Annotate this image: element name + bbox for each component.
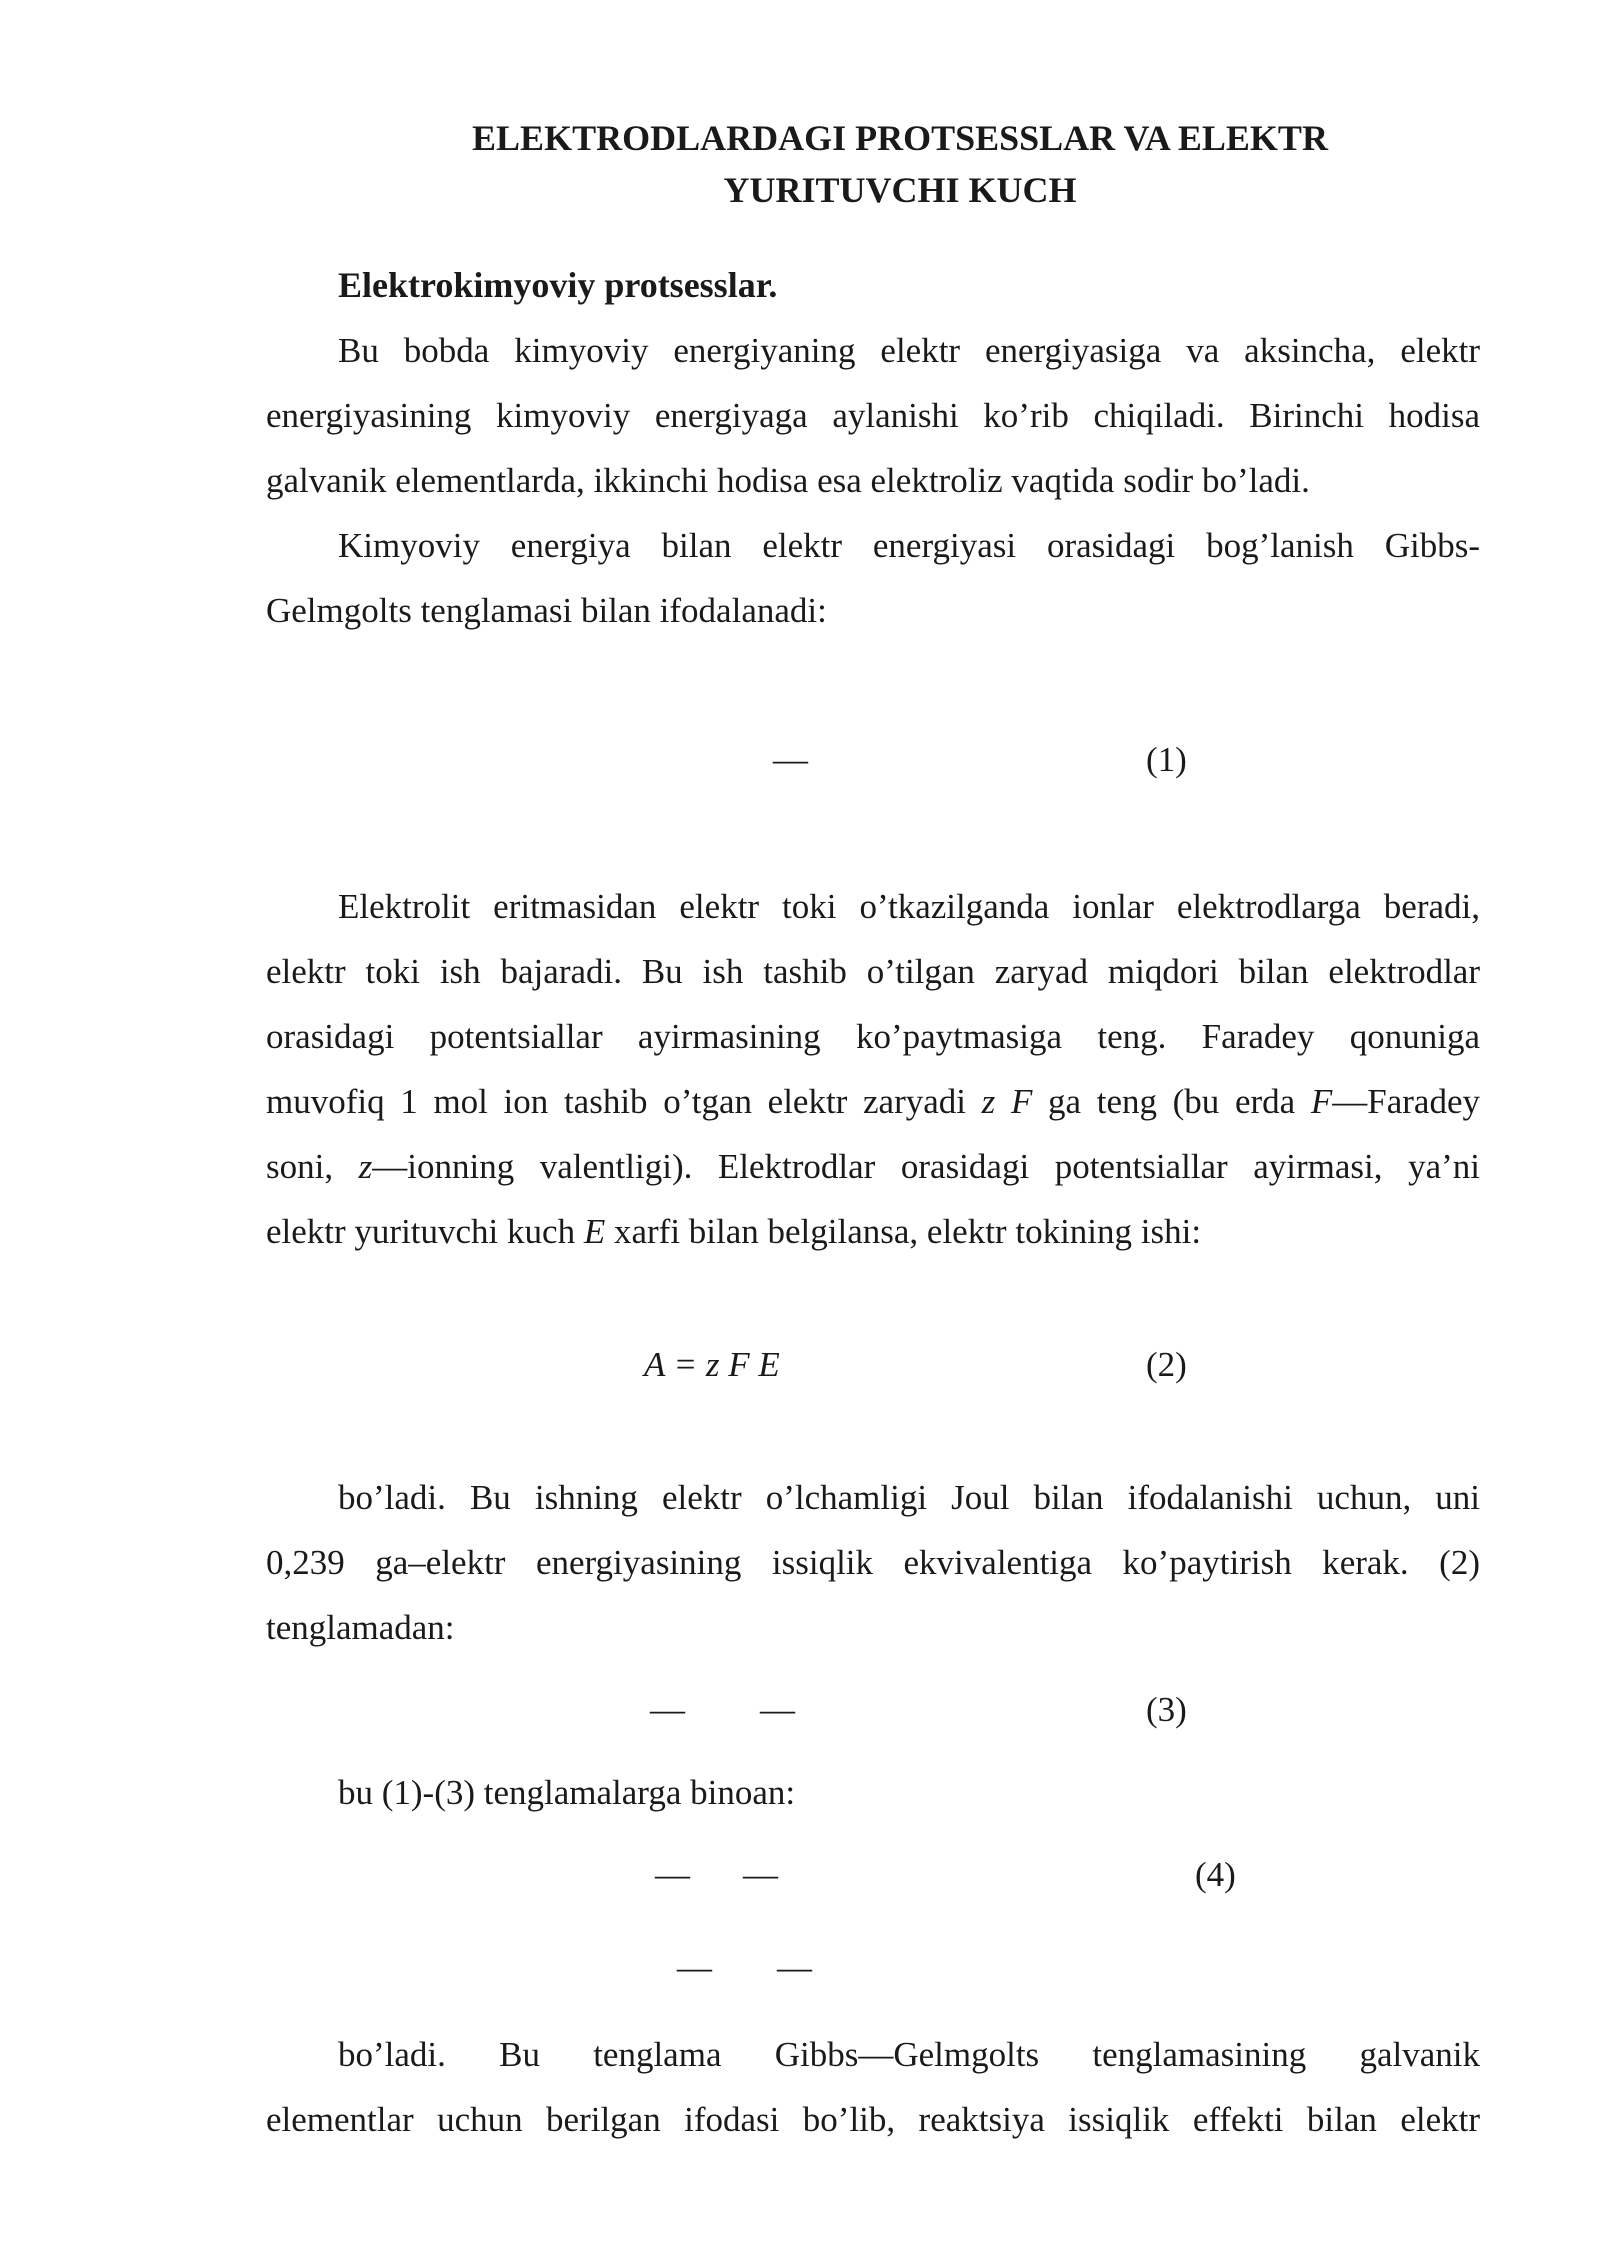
paragraph-3 [266,874,1480,1264]
equation-1-number: (1) [1146,740,1187,779]
paragraph-6 [266,2022,1480,2152]
paragraph-5: bu (1)-(3) tenglamalarga binoan: [338,1773,796,1812]
paragraph-6-line-2: elementlar uchun berilgan ifodasi bo’lib, reaktsiya issiqlik effekti bilan elektr [266,2100,1480,2139]
equation-1-fraction-bar: — [773,740,808,779]
paragraph-1-line-1: Bu bobda kimyoviy energiyaning elektr energiyasiga va aksincha, elektr [338,331,1480,370]
paragraph-3-line-4: muvofiq 1 mol ion tashib o’tgan elektr zaryadi z F ga teng (bu erda F—Faradey [266,1082,1480,1121]
equation-4-fraction-bar-4: — [777,1948,812,1987]
paragraph-1-line-3: galvanik elementlarda, ikkinchi hodisa esa elektroliz vaqtida sodir bo’ladi. [266,461,1310,500]
equation-3-fraction-bar-1: — [650,1690,685,1729]
paragraph-4-line-2: 0,239 ga–elektr energiyasining issiqlik ekvivalentiga ko’paytirish kerak. (2) [266,1543,1480,1582]
paragraph-3-line-2: elektr toki ish bajaradi. Bu ish tashib o’tilgan zaryad miqdori bilan elektrodlar [266,952,1480,991]
paragraph-4-line-3: tenglamadan: [266,1608,455,1647]
section-heading: Elektrokimyoviy protsesslar. [338,265,778,305]
document-title-line-2: YURITUVCHI KUCH [723,170,1077,210]
equation-2-formula: A = z F E [644,1345,780,1384]
paragraph-2-line-2: Gelmgolts tenglamasi bilan ifodalanadi: [266,591,827,630]
paragraph-4-line-1: bo’ladi. Bu ishning elektr o’lchamligi Joul bilan ifodalanishi uchun, uni [338,1478,1480,1517]
equation-4-number: (4) [1195,1855,1236,1894]
paragraph-3-line-1: Elektrolit eritmasidan elektr toki o’tkazilganda ionlar elektrodlarga beradi, [338,887,1480,926]
paragraph-1-line-2: energiyasining kimyoviy energiyaga aylanishi ko’rib chiqiladi. Birinchi hodisa [266,396,1480,435]
paragraph-2 [266,513,1480,643]
equation-3-number: (3) [1146,1690,1187,1729]
paragraph-6-line-1: bo’ladi. Bu tenglama Gibbs—Gelmgolts tenglamasining galvanik [338,2035,1480,2074]
paragraph-4 [266,1465,1480,1660]
equation-4-fraction-bar-2: — [743,1855,778,1894]
equation-4-fraction-bar-1: — [655,1855,690,1894]
paragraph-2-line-1: Kimyoviy energiya bilan elektr energiyasi orasidagi bog’lanish Gibbs- [338,526,1480,565]
paragraph-3-line-5: soni, z—ionning valentligi). Elektrodlar orasidagi potentsiallar ayirmasi, ya’ni [266,1147,1480,1186]
document-title-line-1: ELEKTRODLARDAGI PROTSESSLAR VA ELEKTR [472,118,1328,158]
paragraph-1 [266,318,1480,513]
paragraph-3-line-3: orasidagi potentsiallar ayirmasining ko’paytmasiga teng. Faradey qonuniga [266,1017,1480,1056]
paragraph-3-line-6: elektr yurituvchi kuch E xarfi bilan belgilansa, elektr tokining ishi: [266,1212,1202,1251]
equation-2-number: (2) [1146,1345,1187,1384]
equation-3-fraction-bar-2: — [760,1690,795,1729]
equation-4-fraction-bar-3: — [677,1948,712,1987]
